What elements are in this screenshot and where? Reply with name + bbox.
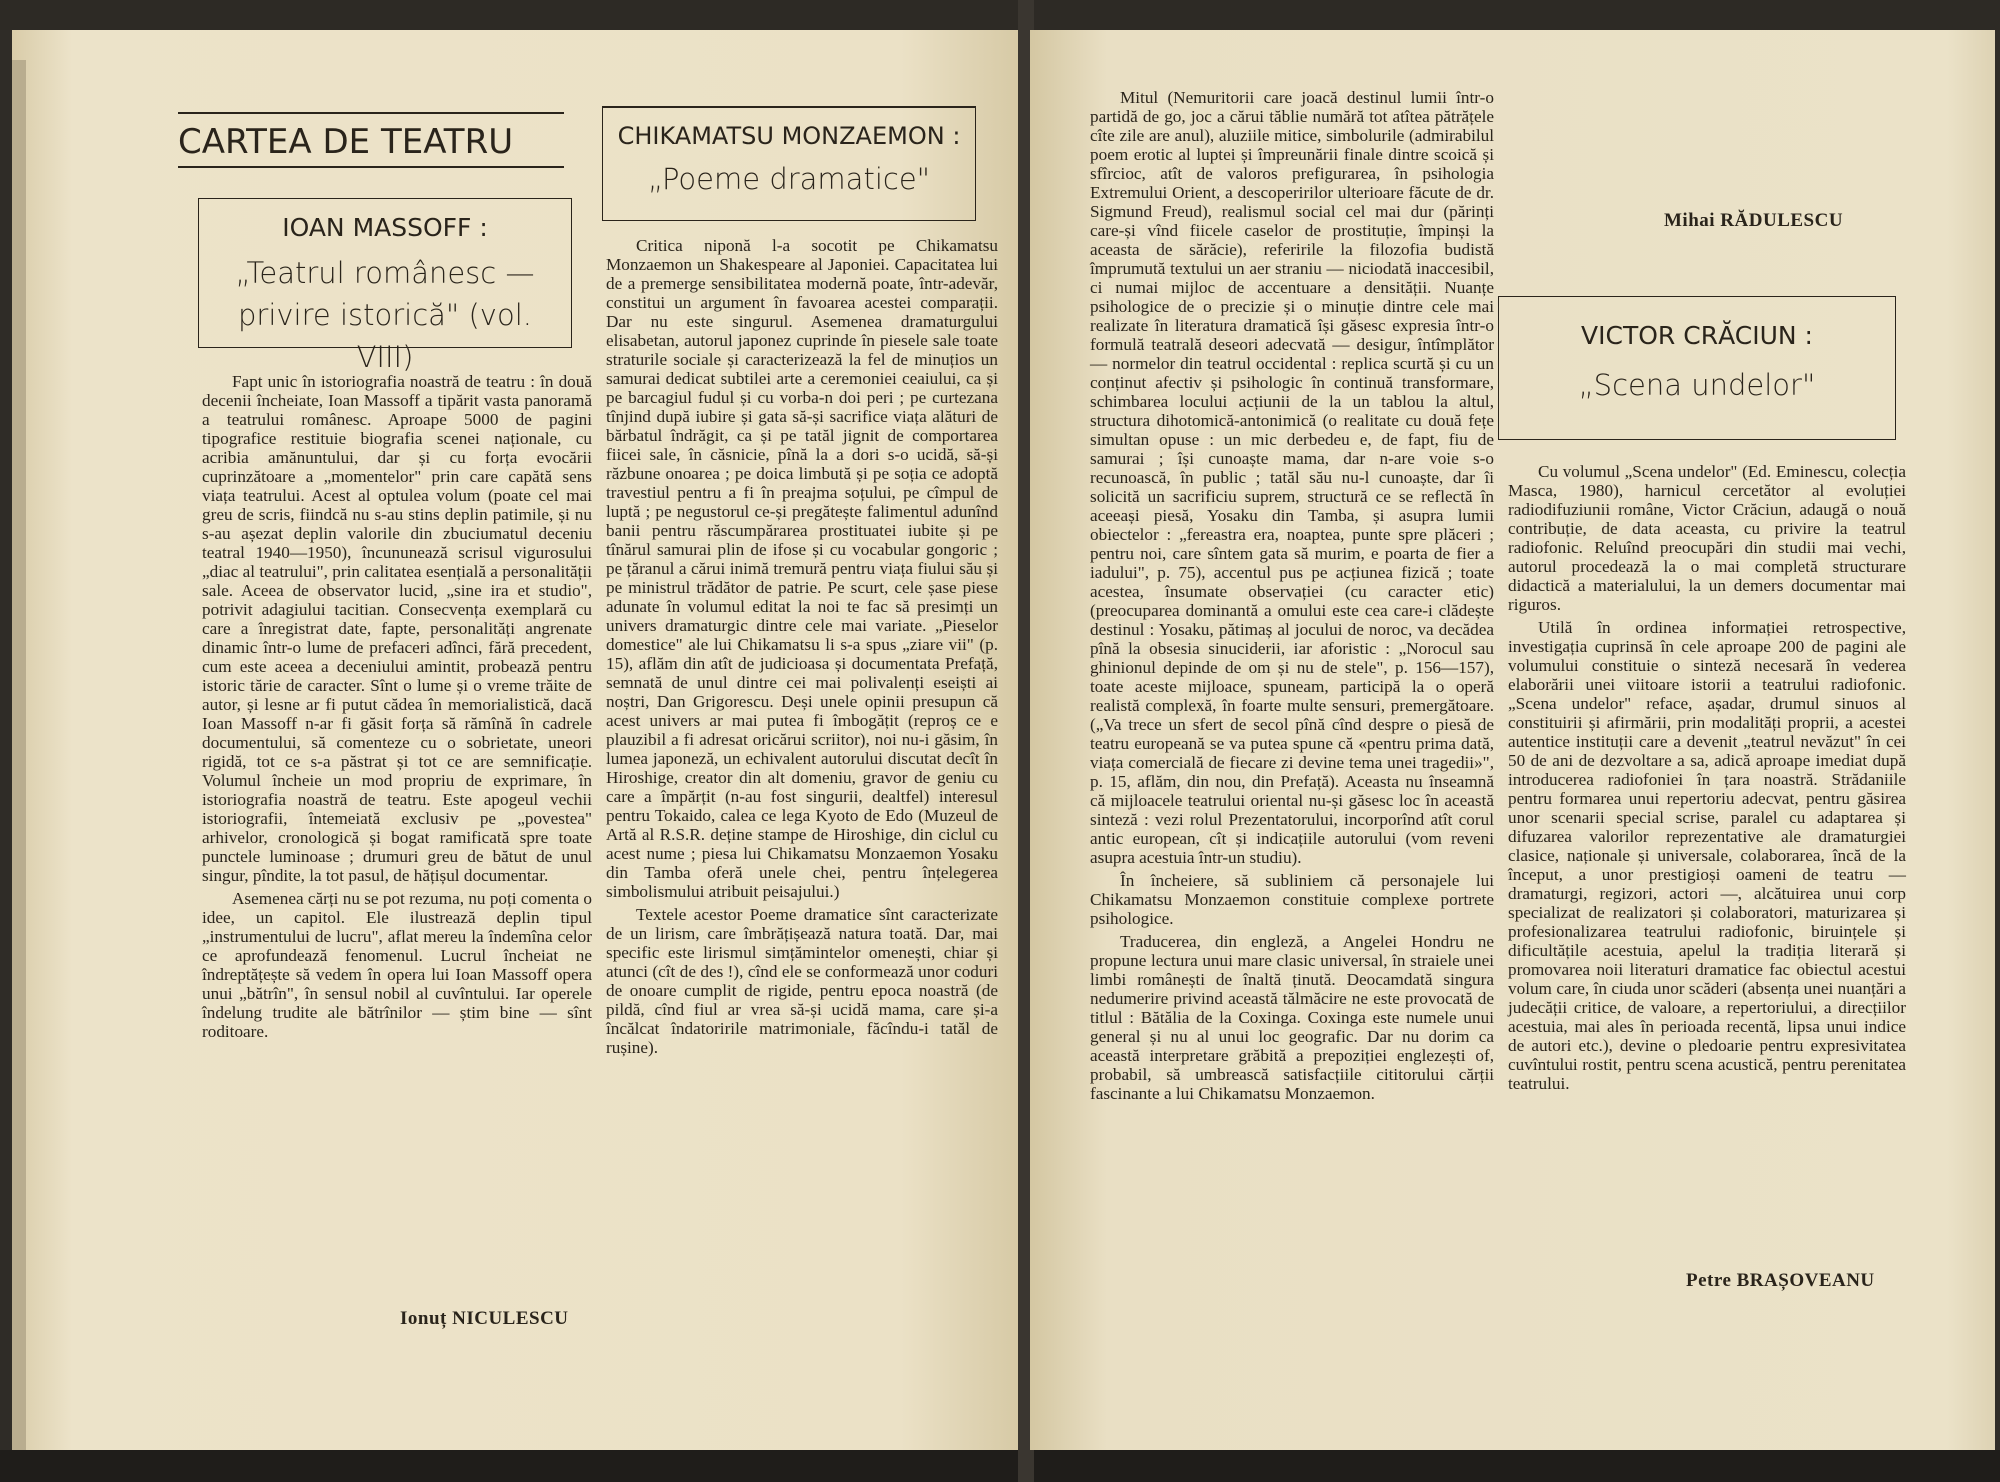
article2-body xyxy=(606,236,998,1057)
article2-continued-paragraph: Mitul (Nemuritorii care joacă destinul lumii într-o partidă de go, joc a cărui tăblie numără tot atîtea pătrățele cîte zile are anul), aluziile mitice, simbolurile (admirabilul poem erotic al luptei și împreunării finale dintre scoică și sfîrcioc, atît de valoros prefigurarea, în psihologia Extremului Orient, a descoperirilor ulterioare făcute de dr. Sigmund Freud), realismul social cel mai dur (părinți care-și vînd fiicele caselor de prostituție, împinși la aceasta de sărăcie), referirile la filozofia budistă împrumută textului un aer straniu — niciodată inaccesibil, ci numai mijloc de accentuare a densității. Nuanțe psihologice de o precizie și o minuție dintre cele mai realizate în literatura dramatică își găsesc expresia într-o formulă teatrală deseori adecvată — desigur, întîmplător — normelor din teatrul occidental : replica scurtă și cu un conținut afectiv și psihologic în continuă transformare, schimbarea locului acțiunii de la un tablou la altul, structura dihotomică-antonimică (o realitate cu două fețe simultan opuse : un mic derbedeu e, de fapt, fiu de samurai ; își cunoaște mama, dar n-are voie s-o recunoască, în public ; tatăl său nu-l cunoaște, dar îi solicită un sacrificiu suprem, structură ce se reflectă în aceeași piesă, Yosaku din Tamba, și asupra lumii obiectelor : „fereastra era, noaptea, punte spre plăceri ; pentru noi, care sîntem gata să murim, e poarta de fier a iadului", p. 75), accentul pus pe acțiunea fizică ; toate acestea, însumate observației (cu caracter etic) (preocuparea dominantă a omului este cea care-i clădește destinul : Yosaku, pătimaș al jocului de noroc, va decădea pînă la obsesia sinuciderii, iar aforistic : „Norocul sau ghinionul depinde de om și nu de stele", p. 156—157), toate aceste mijloace, spuneam, participă la o operă realistă complexă, în foarte multe sensuri, premergătoare. („Va trece un sfert de secol pînă cînd despre o piesă de teatru europeană se va putea spune că «pentru prima dată, viața comercială de fiecare zi devine tema unei tragedii»", p. 15, aflăm, din nou, din Prefață). Aceasta nu înseamnă că mijloacele teatrului oriental nu-și găsesc loc în această sinteză : vezi rolul Prezentatorului, incorporînd atît corul antic european, cît și indicațiile autorului (vom reveni asupra acestuia într-un studiu). xyxy=(1090,88,1494,867)
article1-paragraph: Asemenea cărți nu se pot rezuma, nu poți comenta o idee, un capitol. Ele ilustrează deplin tipul „instrumentului de lucru", aflat mereu la îndemîna celor ce aprofundează fenomenul. Lucrul încheiat ne îndreptățește să vedem în opera lui Ioan Massoff opera unui „bătrîn", în sensul nobil al cuvîntului. Iar operele îndelung trudite ale bătrînilor — știm bine — sînt roditoare. xyxy=(202,889,592,1041)
article3-paragraph: Cu volumul „Scena undelor" (Ed. Eminescu, colecția Masca, 1980), harnicul cercetător al evoluției radiodifuziunii românе, Victor Crăciun, adaugă o nouă contribuție, de data aceasta, cu privire la teatrul radiofonic. Reluînd preocupări din studii mai vechi, autorul procedează la o mai completă structurare didactică a materialului, la un demers documentar mai riguros. xyxy=(1508,462,1906,614)
article1-book-title: „Teatrul românesc — privire istorică" (vol. VIII) xyxy=(235,256,535,374)
scan-top-edge xyxy=(0,0,2000,30)
article2-signature: Mihai RĂDULESCU xyxy=(1664,210,1844,231)
article2-paragraph: Critica niponă l-a socotit pe Chikamatsu Monzaemon un Shakespeare al Japoniei. Capacitatea lui de a premerge sensibilitatea modernă poate, într-adevăr, constitui un argument în favoarea acestei comparații. Dar nu este singurul. Asemenea dramaturgului elisabetan, autorul japonez cuprinde în piesele sale toate straturile sociale și caracterizează la fel de minuțios un samurai dedicat subtilei arte a ceremoniei ceaiului, ca și pe barcagiul fudul și cu vorba-n doi peri ; pe curtezana tînjind după iubire și gata să-și sacrifice viața alături de bărbatul îndrăgit, ca și pe tatăl jignit de comportarea fiicei sale, în căsnicie, pînă la a dori s-o ucidă, să-și răzbune onoarea ; pe doica limbută și pe soția ce adoptă travestiul pentru a fi în preajma soțului, pe cîmpul de luptă ; pe negustorul ce-și pregătește falimentul adunînd banii pentru răscumpărarea prostituatei iubite și pe tînărul samurai plin de ifose și cu vocabular gongoric ; pe țăranul a cărui inimă tremură pentru viața fiului său și pe ministrul trădător de patrie. Pe scurt, cele șase piese adunate în volumul editat la noi te fac să presimți un univers dramaturgic dintre cele mai variate. „Pieselor domestice" ale lui Chikamatsu li s-a spus „ziare vii" (p. 15), aflăm din atît de judicioasa și documentata Prefață, semnată de unul dintre cei mai polivalenți eseiști ai noștri, Dan Grigorescu. Deși unele opinii presupun că acest univers ar mai putea fi îmbogățit (reproș ce e plauzibil a fi adresat oricărui scriitor), noi nu-i găsim, în lumea japoneză, un echivalent autorului discutat decît în Hiroshige, creator din alt domeniu, gravor de geniu cu care a împărțit (n-au fost singurii, dealtfel) interesul pentru Tokaido, calea ce lega Kyoto de Edo (Muzeul de Artă al R.S.R. deține stampe de Hiroshige, din ciclul cu acest nume ; piesa lui Chikamatsu Monzaemon Yosaku din Tamba oferă unele chei, pentru înțelegerea simbolismului atribuit peisajului.) xyxy=(606,236,998,901)
article2-continued-paragraph: Traducerea, din engleză, a Angelei Hondru ne propune lectura unui mare clasic universal, în straiele unei limbi românești de înaltă ținută. Deocamdată singura nedumerire privind această tălmăcire ne este provocată de titlul : Bătălia de la Coxinga. Coxinga este numele unui general și nu al unui loc geografic. Dar nu dorim ca această interpretare grăbită a prepoziției englezești of, probabil, să umbrească satisfacțiile cititorului cărții fascinante a lui Chikamatsu Monzaemon. xyxy=(1090,932,1494,1103)
article1-signature: Ionuț NICULESCU xyxy=(400,1308,569,1329)
article2-paragraph: Textele acestor Poeme dramatice sînt caracterizate de un lirism, care îmbrățișează natura toată. Dar, mai specific este lirismul simțămintelor omenești, chiar și atunci (cît de des !), cînd ele se conformează unor coduri de onoare cumplit de rigide, pentru epoca noastră (de pildă, cînd fiul ar vrea să-și ucidă mama, care și-a încălcat îndatoririle matrimoniale, făcîndu-i tatăl de rușine). xyxy=(606,905,998,1057)
article2-continued-paragraph: În încheiere, să subliniem că personajele lui Chikamatsu Monzaemon constituie complexe portrete psihologice. xyxy=(1090,871,1494,928)
article1-paragraph: Fapt unic în istoriografia noastră de teatru : în două decenii încheiate, Ioan Massoff a tipărit vasta panoramă a teatrului românesc. Aproape 5000 de pagini tipografice restituie biografia scenei naționale, cu acribia amănuntului, dar și cu forța evocării cuprinzătoare a „momentelor" prin care capătă sens viața teatrului. Acest al optulea volum (poate cel mai greu de scris, fiindcă nu s-au stins deplin patimile, și nu s-au așezat deplin valorile din zbuciumatul deceniu teatral 1940—1950), încununează scrisul vigurosului „diac al teatrului", prin calitatea esențială a personalității sale. Aceea de observator lucid, „sine ira et studio", potrivit adagiului tacitian. Consecvența exemplară cu care a înregistrat date, fapte, personalități angrenate dinamic într-o lume de prefaceri adînci, fără precedent, cum este aceea a deceniului amintit, probează pentru istoric tărie de caracter. Sînt o lume și o vreme trăite de autor, și lesne ar fi putut cădea în memorialistică, dacă Ioan Massoff n-ar fi găsit forța să rămînă în cadrele documentului, să comenteze cu o sobrietate, uneori rigidă, tot ce s-a păstrat și tot ce are semnificație. Volumul încheie un mod propriu de exprimare, în istoriografia noastră de teatru. Este apogeul vechii istoriografii, întemeiată exclusiv pe „povestea" arhivelor, cronologică și bogat ramificată spre toate punctele luminoase ; drumuri greu de bătut de unul singur, pîndite, la tot pasul, de hățișul documentar. xyxy=(202,372,592,885)
section-title: CARTEA DE TEATRU xyxy=(178,112,564,168)
article2-title-box xyxy=(602,106,976,221)
article2-author-heading: CHIKAMATSU MONZAEMON : xyxy=(617,122,961,150)
article3-book-title: „Scena undelor" xyxy=(1578,368,1816,402)
article2-continued-body xyxy=(1090,88,1494,1103)
page-stack-edge xyxy=(12,60,26,1450)
article1-title-box xyxy=(198,198,572,374)
article3-title-box xyxy=(1498,296,1896,440)
article3-paragraph: Utilă în ordinea informației retrospective, investigația cuprinsă în cele aproape 200 de pagini ale volumului constituie o sinteză necesară în vederea elaborării unei viitoare istorii a teatrului radiofonic. „Scena undelor" reface, așadar, drumul sinuos al constituirii și afirmării, prin modalități proprii, a acestei autentice instituții care a devenit „teatrul nevăzut" în cei 50 de ani de dezvoltare a sa, adică aproape imediat după introducerea radiofoniei în țara noastră. Strădaniile pentru formarea unui repertoriu adecvat, pentru găsirea unor scenarii special scrise, paralel cu adaptarea și difuzarea valorilor reprezentative ale dramaturgiei clasice, naționale și universale, colaborarea, încă de la început, a unor prestigioși oameni de teatru — dramaturgi, regizori, actori —, alcătuirea unui corp specializat de realizatori și colaboratori, maturizarea și profesionalizarea teatrului radiofonic, biruințele și dificultățile acestuia, apelul la tradiția literară și promovarea noii literaturi dramatice fac obiectul acestui volum care, în ciuda unor scăderi (absența unei nuanțări a judecății critice, de valoare, a repertoriului, a direcțiilor acestuia, mai ales în perioada recentă, lipsa unui indice de autori etc.), devine o pledoarie pentru expresivitatea cuvîntului rostit, pentru scena acustică, pentru perenitatea teatrului. xyxy=(1508,618,1906,1093)
scan-bottom-edge xyxy=(0,1450,2000,1482)
article3-body xyxy=(1508,462,1906,1093)
article3-signature: Petre BRAȘOVEANU xyxy=(1686,1270,1875,1291)
article2-book-title: „Poeme dramatice" xyxy=(647,162,930,196)
article1-body xyxy=(202,372,592,1041)
article1-author-heading: IOAN MASSOFF : xyxy=(282,213,488,242)
article3-author-heading: VICTOR CRĂCIUN : xyxy=(1581,321,1813,350)
